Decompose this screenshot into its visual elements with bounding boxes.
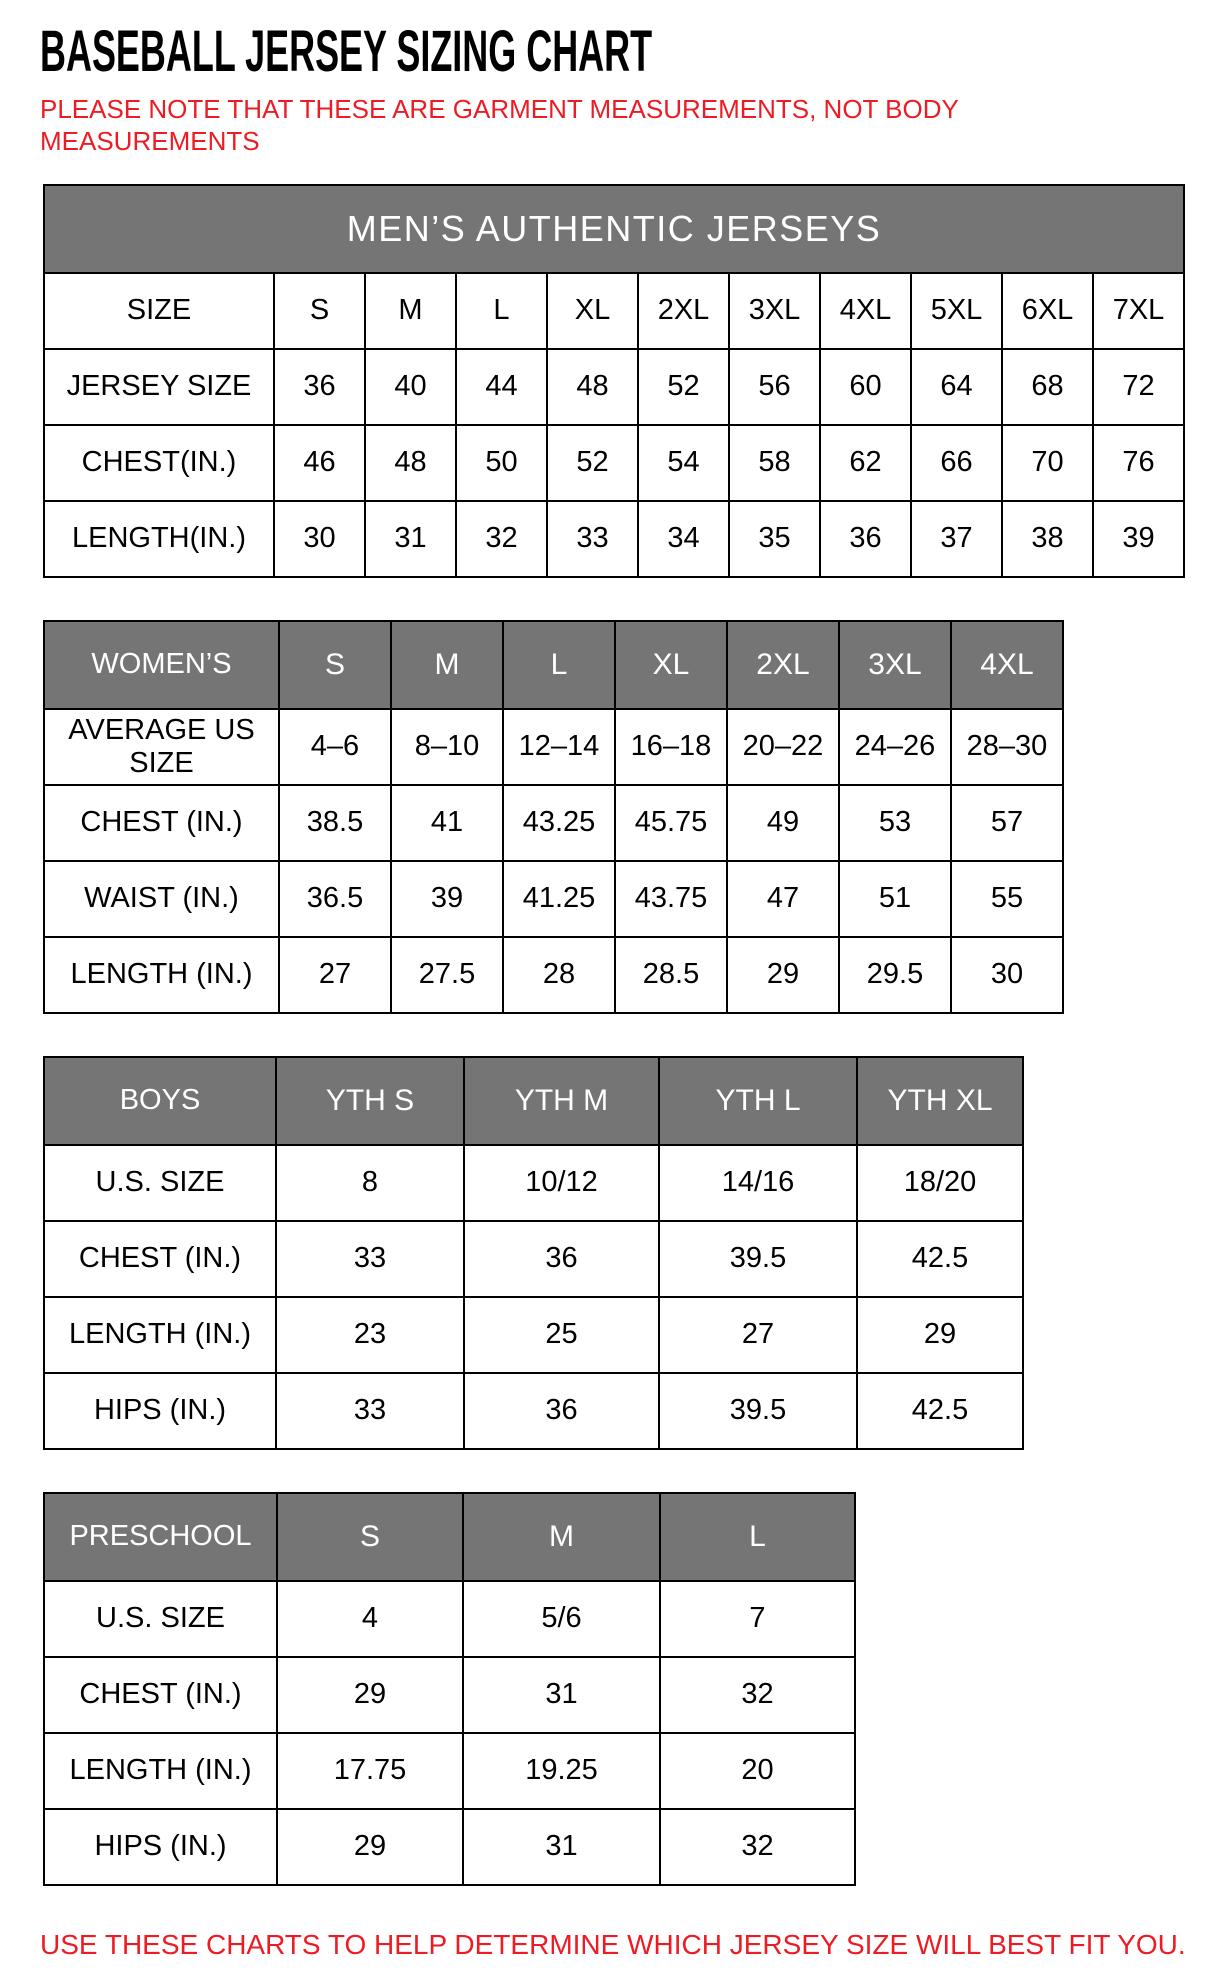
womens-value-cell: 12–14 (503, 709, 615, 785)
mens-row-label: JERSEY SIZE (44, 349, 274, 425)
preschool-row (44, 1809, 855, 1885)
mens-value-cell: 46 (274, 425, 365, 501)
womens-header-cell: XL (615, 621, 727, 709)
womens-row (44, 785, 1063, 861)
mens-value-cell: 64 (911, 349, 1002, 425)
mens-value-cell: 30 (274, 501, 365, 577)
mens-table-body (44, 185, 1184, 577)
mens-value-cell: 3XL (729, 273, 820, 349)
womens-value-cell: 57 (951, 785, 1063, 861)
preschool-value-cell: 29 (277, 1809, 463, 1885)
mens-row (44, 501, 1184, 577)
mens-value-cell: 2XL (638, 273, 729, 349)
preschool-sizing-table (43, 1492, 856, 1886)
mens-value-cell: 72 (1093, 349, 1184, 425)
womens-value-cell: 41 (391, 785, 503, 861)
preschool-value-cell: 31 (463, 1657, 660, 1733)
mens-value-cell: 34 (638, 501, 729, 577)
womens-value-cell: 28 (503, 937, 615, 1013)
mens-value-cell: 35 (729, 501, 820, 577)
mens-value-cell: 6XL (1002, 273, 1093, 349)
garment-note-line2: MEASUREMENTS (40, 126, 260, 157)
boys-value-cell: 42.5 (857, 1373, 1023, 1449)
boys-value-cell: 33 (276, 1221, 464, 1297)
mens-value-cell: 62 (820, 425, 911, 501)
womens-value-cell: 41.25 (503, 861, 615, 937)
boys-row-label: CHEST (IN.) (44, 1221, 276, 1297)
preschool-row-label: LENGTH (IN.) (44, 1733, 277, 1809)
mens-value-cell: 52 (638, 349, 729, 425)
boys-value-cell: 39.5 (659, 1221, 857, 1297)
boys-row-label: U.S. SIZE (44, 1145, 276, 1221)
womens-value-cell: 36.5 (279, 861, 391, 937)
preschool-value-cell: 5/6 (463, 1581, 660, 1657)
womens-value-cell: 24–26 (839, 709, 951, 785)
mens-value-cell: 4XL (820, 273, 911, 349)
boys-value-cell: 23 (276, 1297, 464, 1373)
mens-value-cell: 56 (729, 349, 820, 425)
womens-value-cell: 39 (391, 861, 503, 937)
womens-value-cell: 8–10 (391, 709, 503, 785)
preschool-header-cell: M (463, 1493, 660, 1581)
boys-value-cell: 8 (276, 1145, 464, 1221)
boys-value-cell: 29 (857, 1297, 1023, 1373)
womens-value-cell: 43.25 (503, 785, 615, 861)
preschool-header-cell: L (660, 1493, 855, 1581)
mens-value-cell: M (365, 273, 456, 349)
mens-row-label: CHEST(IN.) (44, 425, 274, 501)
boys-row-label: LENGTH (IN.) (44, 1297, 276, 1373)
mens-value-cell: 31 (365, 501, 456, 577)
preschool-value-cell: 7 (660, 1581, 855, 1657)
mens-sizing-table (43, 184, 1185, 578)
preschool-row-label: CHEST (IN.) (44, 1657, 277, 1733)
womens-value-cell: 38.5 (279, 785, 391, 861)
mens-value-cell: 32 (456, 501, 547, 577)
garment-note-line1: PLEASE NOTE THAT THESE ARE GARMENT MEASUREMENTS, NOT BODY (40, 93, 959, 124)
womens-value-cell: 51 (839, 861, 951, 937)
mens-value-cell: 76 (1093, 425, 1184, 501)
womens-value-cell: 27.5 (391, 937, 503, 1013)
boys-value-cell: 27 (659, 1297, 857, 1373)
mens-value-cell: 60 (820, 349, 911, 425)
mens-banner-row (44, 185, 1184, 273)
preschool-value-cell: 31 (463, 1809, 660, 1885)
womens-value-cell: 47 (727, 861, 839, 937)
preschool-row-label: U.S. SIZE (44, 1581, 277, 1657)
boys-value-cell: 10/12 (464, 1145, 659, 1221)
preschool-value-cell: 4 (277, 1581, 463, 1657)
mens-value-cell: 5XL (911, 273, 1002, 349)
womens-header-cell: L (503, 621, 615, 709)
boys-row (44, 1145, 1023, 1221)
womens-header-cell: S (279, 621, 391, 709)
boys-table-body (44, 1057, 1023, 1449)
mens-value-cell: 36 (274, 349, 365, 425)
boys-value-cell: 39.5 (659, 1373, 857, 1449)
mens-value-cell: XL (547, 273, 638, 349)
womens-header-cell: M (391, 621, 503, 709)
boys-header-cell: YTH S (276, 1057, 464, 1145)
boys-row (44, 1373, 1023, 1449)
mens-value-cell: 66 (911, 425, 1002, 501)
preschool-value-cell: 17.75 (277, 1733, 463, 1809)
womens-value-cell: 28.5 (615, 937, 727, 1013)
mens-value-cell: 48 (365, 425, 456, 501)
womens-value-cell: 29.5 (839, 937, 951, 1013)
mens-value-cell: 38 (1002, 501, 1093, 577)
womens-value-cell: 27 (279, 937, 391, 1013)
boys-value-cell: 36 (464, 1373, 659, 1449)
womens-row (44, 709, 1063, 785)
preschool-row-label: HIPS (IN.) (44, 1809, 277, 1885)
womens-value-cell: 43.75 (615, 861, 727, 937)
mens-row (44, 425, 1184, 501)
boys-header-cell: YTH XL (857, 1057, 1023, 1145)
mens-value-cell: 52 (547, 425, 638, 501)
womens-sizing-table (43, 620, 1064, 1014)
boys-row (44, 1221, 1023, 1297)
boys-value-cell: 42.5 (857, 1221, 1023, 1297)
boys-header-cell: YTH L (659, 1057, 857, 1145)
preschool-value-cell: 29 (277, 1657, 463, 1733)
boys-value-cell: 33 (276, 1373, 464, 1449)
boys-value-cell: 25 (464, 1297, 659, 1373)
preschool-value-cell: 20 (660, 1733, 855, 1809)
mens-value-cell: 37 (911, 501, 1002, 577)
footer-note: USE THESE CHARTS TO HELP DETERMINE WHICH JERSEY SIZE WILL BEST FIT YOU. (40, 1928, 1186, 1960)
womens-value-cell: 30 (951, 937, 1063, 1013)
mens-value-cell: 44 (456, 349, 547, 425)
boys-header-cell: YTH M (464, 1057, 659, 1145)
mens-value-cell: 50 (456, 425, 547, 501)
boys-value-cell: 18/20 (857, 1145, 1023, 1221)
boys-row-label: HIPS (IN.) (44, 1373, 276, 1449)
page-title: BASEBALL JERSEY SIZING CHART (40, 19, 653, 84)
mens-value-cell: L (456, 273, 547, 349)
garment-note (40, 93, 1200, 158)
mens-value-cell: 54 (638, 425, 729, 501)
womens-header-cell: 4XL (951, 621, 1063, 709)
womens-header-row (44, 621, 1063, 709)
mens-banner: MEN’S AUTHENTIC JERSEYS (44, 185, 1184, 273)
womens-value-cell: 45.75 (615, 785, 727, 861)
mens-value-cell: 39 (1093, 501, 1184, 577)
preschool-header-label: PRESCHOOL (44, 1493, 277, 1581)
mens-value-cell: 33 (547, 501, 638, 577)
womens-header-label: WOMEN’S (44, 621, 279, 709)
womens-value-cell: 16–18 (615, 709, 727, 785)
preschool-value-cell: 19.25 (463, 1733, 660, 1809)
boys-row (44, 1297, 1023, 1373)
mens-value-cell: 40 (365, 349, 456, 425)
preschool-value-cell: 32 (660, 1809, 855, 1885)
mens-row-label: LENGTH(IN.) (44, 501, 274, 577)
preschool-row (44, 1733, 855, 1809)
womens-row-label: AVERAGE US SIZE (44, 709, 279, 785)
preschool-row (44, 1657, 855, 1733)
boys-header-row (44, 1057, 1023, 1145)
womens-row-label: CHEST (IN.) (44, 785, 279, 861)
womens-row (44, 861, 1063, 937)
womens-value-cell: 29 (727, 937, 839, 1013)
womens-value-cell: 53 (839, 785, 951, 861)
womens-row (44, 937, 1063, 1013)
preschool-value-cell: 32 (660, 1657, 855, 1733)
womens-table-body (44, 621, 1063, 1013)
mens-value-cell: S (274, 273, 365, 349)
preschool-table-body (44, 1493, 855, 1885)
mens-value-cell: 7XL (1093, 273, 1184, 349)
womens-value-cell: 49 (727, 785, 839, 861)
mens-value-cell: 58 (729, 425, 820, 501)
womens-value-cell: 55 (951, 861, 1063, 937)
preschool-header-row (44, 1493, 855, 1581)
mens-row-label: SIZE (44, 273, 274, 349)
boys-value-cell: 14/16 (659, 1145, 857, 1221)
boys-value-cell: 36 (464, 1221, 659, 1297)
boys-header-label: BOYS (44, 1057, 276, 1145)
mens-row (44, 273, 1184, 349)
preschool-row (44, 1581, 855, 1657)
mens-value-cell: 48 (547, 349, 638, 425)
womens-value-cell: 28–30 (951, 709, 1063, 785)
womens-value-cell: 20–22 (727, 709, 839, 785)
boys-sizing-table (43, 1056, 1024, 1450)
womens-value-cell: 4–6 (279, 709, 391, 785)
womens-header-cell: 2XL (727, 621, 839, 709)
mens-value-cell: 70 (1002, 425, 1093, 501)
womens-header-cell: 3XL (839, 621, 951, 709)
mens-value-cell: 36 (820, 501, 911, 577)
womens-row-label: WAIST (IN.) (44, 861, 279, 937)
preschool-header-cell: S (277, 1493, 463, 1581)
mens-row (44, 349, 1184, 425)
womens-row-label: LENGTH (IN.) (44, 937, 279, 1013)
mens-value-cell: 68 (1002, 349, 1093, 425)
